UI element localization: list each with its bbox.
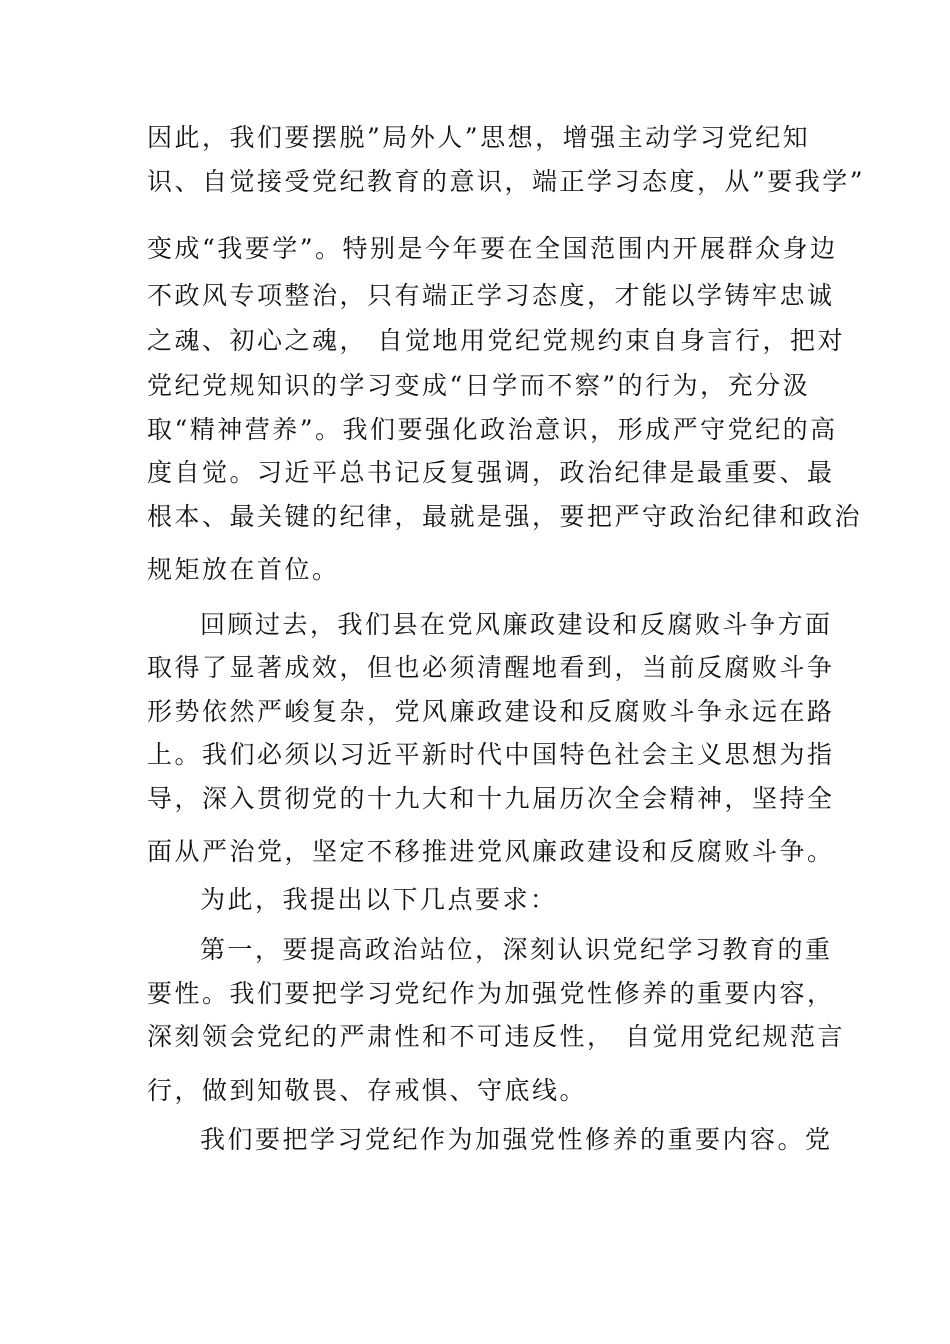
text-line-22: 我们要把学习党纪作为加强党性修养的重要内容。党 <box>200 1125 833 1154</box>
text-line-7: 取“精神营养”。我们要强化政治意识，形成严守党纪的高 <box>147 415 838 444</box>
text-line-15: 导，深入贯彻党的十九大和十九届历次全会精神，坚持全 <box>147 784 835 813</box>
text-line-17: 为此，我提出以下几点要求： <box>200 885 558 914</box>
text-line-2: 识、自觉接受党纪教育的意识，端正学习态度，从”要我学” <box>147 167 866 196</box>
text-line-14: 上。我们必须以习近平新时代中国特色社会主义思想为指 <box>147 740 835 769</box>
text-line-1: 因此，我们要摆脱”局外人”思想，增强主动学习党纪知 <box>147 123 811 152</box>
text-line-8: 度自觉。习近平总书记反复强调，政治纪律是最重要、最 <box>147 458 835 487</box>
text-line-5: 之魂、初心之魂， 自觉地用党纪党规约束自身言行，把对 <box>147 326 845 355</box>
text-line-19: 要性。我们要把学习党纪作为加强党性修养的重要内容， <box>147 979 835 1008</box>
text-line-12: 取得了显著成效，但也必须清醒地看到，当前反腐败斗争 <box>147 653 835 682</box>
text-line-20: 深刻领会党纪的严肃性和不可违反性， 自觉用党纪规范言 <box>147 1022 845 1051</box>
text-line-4: 不政风专项整治，只有端正学习态度，才能以学铸牢忠诚 <box>147 281 835 310</box>
text-line-10: 规矩放在首位。 <box>147 555 340 584</box>
text-line-18: 第一，要提高政治站位，深刻认识党纪学习教育的重 <box>200 935 833 964</box>
text-line-13: 形势依然严峻复杂，党风廉政建设和反腐败斗争永远在路 <box>147 697 835 726</box>
text-line-9: 根本、最关键的纪律，最就是强，要把严守政治纪律和政治 <box>147 502 863 531</box>
text-line-6: 党纪党规知识的学习变成“日学而不察”的行为，充分汲 <box>147 371 811 400</box>
text-line-21: 行，做到知敬畏、存戒惧、守底线。 <box>147 1076 588 1105</box>
text-line-11: 回顾过去，我们县在党风廉政建设和反腐败斗争方面 <box>200 610 833 639</box>
text-line-16: 面从严治党，坚定不移推进党风廉政建设和反腐败斗争。 <box>147 837 835 866</box>
text-line-3: 变成“我要学”。特别是今年要在全国范围内开展群众身边 <box>147 234 838 263</box>
